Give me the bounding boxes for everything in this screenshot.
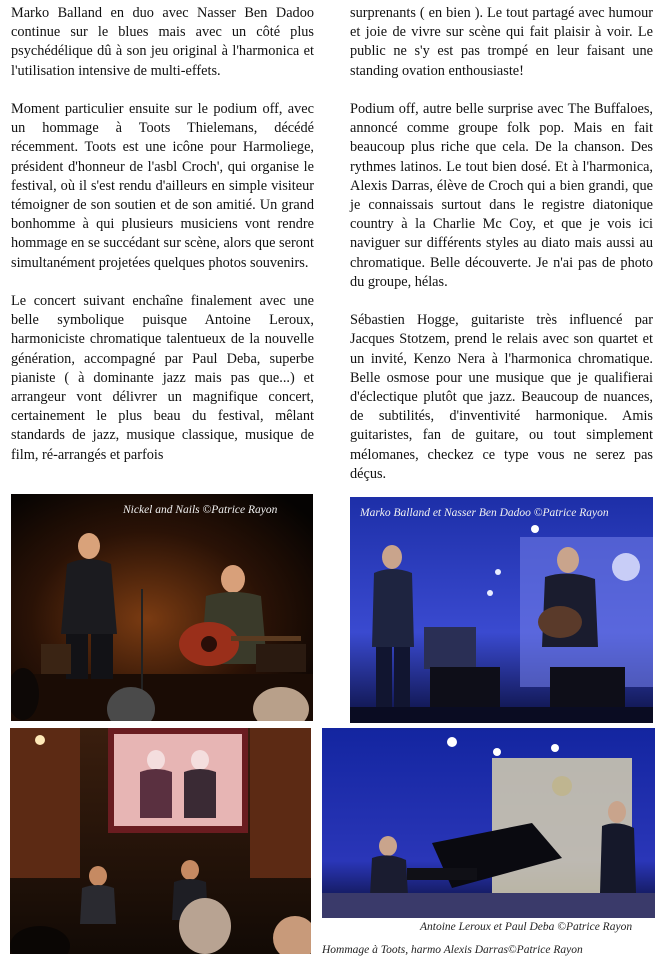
photo-hommage-toots-image <box>10 728 311 954</box>
photo-nickel-and-nails-caption: Nickel and Nails ©Patrice Rayon <box>123 504 278 516</box>
paragraph-sebastien-hogge: Sébastien Hogge, guitariste très influencé par Jacques Stotzem, prend le relais avec son quartet et un invité, Kenzo Nera à l'harmonica chromatique. Belle osmose pour une musique que je qualifierai d'éclectique plutôt que jazz. Beaucoup de nuances, de subtilités, d'inventivité harmonique. Amis guitaristes, fan de guitare, ou tout simplement mélomanes, checkez ce type vous ne serez pas déçus. <box>350 312 653 482</box>
paragraph-hommage-toots: Moment particulier ensuite sur le podium off, avec un hommage à Toots Thielemans, décédé récemment. Toots est une icône pour Harmoliege, président d'honneur de l'asbl Croch', qui organise le festival, où il s'est rendu d'ailleurs en simple visiteur témoigner de son soutien et de son amitié. Un grand bonhomme à qui plusieurs musiciens vont rendre hommage en se succédant sur scène, alors que seront simultanément projetées quelques photos souvenirs. <box>11 101 314 271</box>
caption-hommage-toots: Hommage à Toots, harmo Alexis Darras©Patrice Rayon <box>322 944 583 956</box>
article-left-column <box>11 4 314 484</box>
paragraph-antoine-leroux: Le concert suivant enchaîne finalement avec une belle symbolique puisque Antoine Leroux, harmoniciste chromatique talentueux de la nouvelle génération, accompagné par Paul Deba, superbe pianiste ( à dominante jazz mais pas que...) et arrangeur vont délivrer un magnifique concert, certainement le plus beau du festival, mêlant standards de jazz, musique classique, musique de film, ré-arrangés et parfois <box>11 293 314 463</box>
paragraph-marko-balland: Marko Balland en duo avec Nasser Ben Dadoo continue sur le blues mais avec un côté plus psychédélique dû à son jeu original à l'harmonica et l'utilisation intensive de multi-effets. <box>11 5 314 79</box>
photo-hommage-toots <box>10 728 311 954</box>
photo-antoine-leroux <box>322 728 655 918</box>
photo-nickel-and-nails <box>11 494 313 721</box>
photo-marko-balland-caption: Marko Balland et Nasser Ben Dadoo ©Patrice Rayon <box>360 507 609 519</box>
photo-marko-balland <box>350 497 653 723</box>
paragraph-standing-ovation: surprenants ( en bien ). Le tout partagé avec humour et joie de vivre sur scène qui fait plaisir à voir. Le public ne s'y est pas trompé en leur faisant une standing ovation enthousiaste! <box>350 5 653 79</box>
photo-nickel-and-nails-image <box>11 494 313 721</box>
photo-marko-balland-image <box>350 497 653 723</box>
photo-antoine-leroux-image <box>322 728 655 918</box>
article-right-column <box>350 4 653 503</box>
caption-antoine-leroux: Antoine Leroux et Paul Deba ©Patrice Rayon <box>420 921 633 933</box>
paragraph-the-buffaloes: Podium off, autre belle surprise avec The Buffaloes, annoncé comme groupe folk pop. Mais en fait beaucoup plus riche que cela. De la chanson. Des rythmes latinos. Le tout bien dosé. Et à l'harmonica, Alexis Darras, élève de Croch qui a bien grandi, que je connaissais surtout dans le registre diatonique country à la Charlie Mc Coy, et que je vois ici naviguer sur différents styles au diato mais aussi au chromatique. Belle découverte. Je n'ai pas de photo du groupe, hélas. <box>350 101 653 290</box>
